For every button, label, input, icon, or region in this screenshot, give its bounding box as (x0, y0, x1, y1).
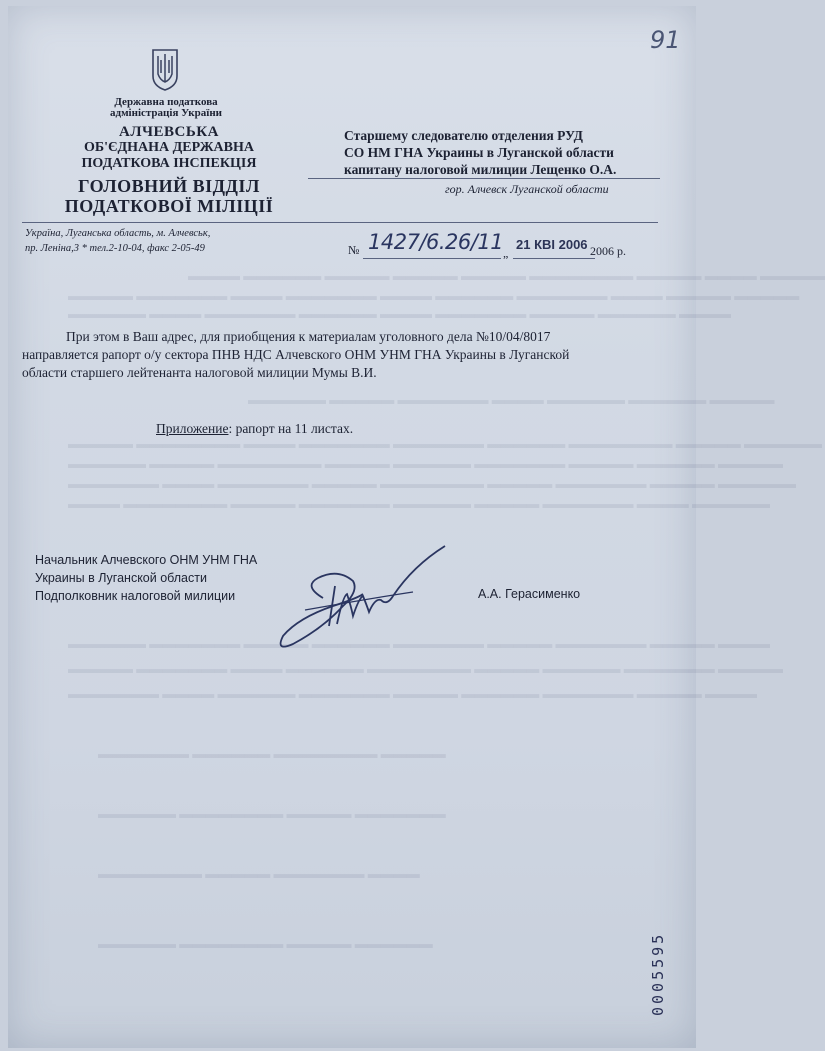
body-line-1: При этом в Ваш адрес, для приобщения к материалам уголовного дела №10/04/8017 (66, 329, 551, 344)
signatory-title-line-1: Начальник Алчевского ОНМ УНМ ГНА (35, 553, 258, 567)
handwritten-outgoing-number: 1427/6.26/11 (368, 230, 504, 254)
number-sign: № (348, 243, 360, 257)
recipient-city: гор. Алчевск Луганской области (445, 182, 609, 196)
signatory-title (35, 551, 257, 605)
body-line-3: области старшего лейтенанта налоговой милиции Мумы В.И. (22, 365, 377, 380)
recipient-line-2: СО НМ ГНА Украины в Луганской области (344, 145, 614, 160)
document-page: ▬▬▬▬ ▬▬▬▬▬▬ ▬▬▬▬▬ ▬▬▬▬▬ ▬▬▬▬▬ ▬▬▬▬▬▬▬▬ ▬▬▬▬▬ ▬▬▬▬ ▬▬▬▬▬ ▬▬▬▬▬ ▬▬▬▬▬▬▬ ▬▬▬▬ ▬▬▬▬▬▬▬ ▬▬▬▬ ▬▬▬▬▬▬ ▬▬▬▬▬▬▬ ▬▬▬▬ ▬▬▬▬▬ ▬▬▬▬▬ ▬▬▬▬▬▬ ▬▬▬▬ ▬▬▬▬▬▬▬ ▬▬▬▬▬▬ ▬▬▬▬ ▬▬▬▬▬▬▬ ▬▬▬▬▬ ▬▬▬▬▬▬ ▬▬▬▬ ▬▬▬▬▬▬ ▬▬▬▬▬ ▬▬▬▬▬▬▬ ▬▬▬▬ ▬▬▬▬▬▬ ▬▬▬▬▬▬ ▬▬▬▬▬ ▬▬▬▬▬ ▬▬▬▬▬▬▬▬ ▬▬▬▬ ▬▬▬▬▬▬▬ ▬▬▬▬▬▬▬ ▬▬▬▬▬▬ ▬▬▬▬▬▬▬▬ ▬▬▬▬▬ ▬▬▬▬▬▬ ▬▬▬▬▬▬ ▬▬▬▬▬ ▬▬▬▬▬▬▬▬ ▬▬▬▬▬ ▬▬▬▬▬▬ ▬▬▬▬▬▬▬ ▬▬▬▬▬ ▬▬▬▬▬▬ ▬▬▬▬▬ ▬▬▬▬▬▬▬ ▬▬▬▬ ▬▬▬▬▬▬▬ ▬▬▬▬▬ ▬▬▬▬▬▬▬▬ ▬▬▬▬▬ ▬▬▬▬▬▬▬ ▬▬▬▬▬ ▬▬▬▬▬▬ ▬▬▬▬ ▬▬▬▬▬▬▬▬ ▬▬▬▬▬ ▬▬▬▬▬▬▬ ▬▬▬▬▬▬ ▬▬▬▬▬ ▬▬▬▬▬▬▬ ▬▬▬▬ ▬▬▬▬▬▬ ▬▬▬▬▬▬ ▬▬▬▬▬▬▬ ▬▬▬▬▬ ▬▬▬▬▬▬ ▬▬▬▬▬▬▬ ▬▬▬▬▬ ▬▬▬▬▬▬▬ ▬▬▬▬▬ ▬▬▬▬ ▬▬▬▬▬ ▬▬▬▬▬▬▬ ▬▬▬▬ ▬▬▬▬▬▬ ▬▬▬▬▬▬▬▬ ▬▬▬▬▬ ▬▬▬▬▬▬ ▬▬▬▬▬▬▬ ▬▬▬▬▬ ▬▬▬▬▬▬▬ ▬▬▬▬ ▬▬▬▬▬▬ ▬▬▬▬▬▬▬ ▬▬▬▬▬ ▬▬▬▬▬▬ ▬▬▬▬▬▬▬ ▬▬▬▬▬ ▬▬▬▬ ▬▬▬▬▬▬▬ ▬▬▬▬▬▬ ▬▬▬▬▬▬▬▬ ▬▬▬▬▬ ▬▬▬▬▬▬ ▬▬▬▬▬▬▬▬ ▬▬▬▬▬ ▬▬▬▬▬▬▬ ▬▬▬▬▬▬▬▬ ▬▬▬▬▬ ▬▬▬▬▬▬▬ ▬▬▬▬ ▬▬▬▬▬▬ ▬▬▬▬▬▬▬▬ ▬▬▬▬▬ ▬▬▬▬▬▬ 91 Державна податкова адміністрація України АЛЧЕВСЬКА ОБ'ЄДНАНА ДЕРЖАВНА ПОДАТКОВА ІНСПЕКЦІЯ ГОЛОВНИЙ ВІДДІЛ ПОДАТКОВОЇ МІЛІЦІЇ Україна, Луганська область, м. Алчевськ, пр. Леніна,3 * тел.2-10-04, факс 2-05-49 Старшему следователю отделения РУД СО НМ ГНА Украины в Луганской области капитану налоговой милиции Лещенко О.А. гор. Алчевск Луганской области № 1427/6.26/11 „ 21 КВІ 2006 2006 р. При этом в Ваш адрес, для приобщения к материалам уголовного дела №10/04/8017 направляется рапорт о/у сектора ПНВ НДС Алчевского ОНМ УНМ ГНА Украины в Луганской области старшего лейтенанта налоговой милиции Мумы В.И. Приложение: рапорт на 11 листах. Начальник Алчевского ОНМ УНМ ГНА Украины в Луганской области Подполковник налоговой милиции А.А. Герасименко 0005595 (8, 6, 696, 1048)
signatory-title-line-2: Украины в Луганской области (35, 571, 207, 585)
letterhead-divider (22, 222, 658, 223)
admin-line-2: адміністрація України (110, 107, 222, 119)
coat-of-arms-icon (150, 46, 180, 92)
number-underline (363, 258, 501, 259)
org-name-line-2: ОБ'ЄДНАНА ДЕРЖАВНА (84, 140, 254, 155)
org-name-line-3: ПОДАТКОВА ІНСПЕКЦІЯ (81, 156, 257, 171)
signatory-name: А.А. Герасименко (478, 587, 581, 601)
date-stamp: 21 КВІ 2006 (516, 237, 588, 252)
recipient-underline (308, 178, 660, 179)
handwritten-page-number: 91 (650, 26, 681, 54)
letterhead-address-line-1: Україна, Луганська область, м. Алчевськ, (25, 228, 211, 239)
letterhead-address-line-2: пр. Леніна,3 * тел.2-10-04, факс 2-05-49 (25, 243, 205, 254)
recipient-line-3: капитану налоговой милиции Лещенко О.А. (344, 162, 617, 177)
body-line-2: направляется рапорт о/у сектора ПНВ НДС Алчевского ОНМ УНМ ГНА Украины в Луганской (22, 347, 570, 362)
handwritten-signature (263, 536, 453, 656)
year-suffix: 2006 р. (590, 244, 626, 258)
date-quote: „ (503, 246, 509, 260)
attachment-text: : рапорт на 11 листах. (228, 421, 354, 436)
org-name-line-1: АЛЧЕВСЬКА (119, 124, 219, 140)
signatory-title-line-3: Подполковник налоговой милиции (35, 589, 236, 603)
admin-line-1: Державна податкова (114, 96, 218, 108)
archive-stamp-number: 0005595 (649, 931, 667, 1016)
department-line-1: ГОЛОВНИЙ ВІДДІЛ (78, 176, 260, 196)
department-line-2: ПОДАТКОВОЇ МІЛІЦІЇ (64, 196, 274, 216)
recipient-line-1: Старшему следователю отделения РУД (344, 128, 583, 143)
attachment-line (156, 420, 353, 437)
attachment-label: Приложение (156, 421, 229, 436)
date-underline (513, 258, 595, 259)
